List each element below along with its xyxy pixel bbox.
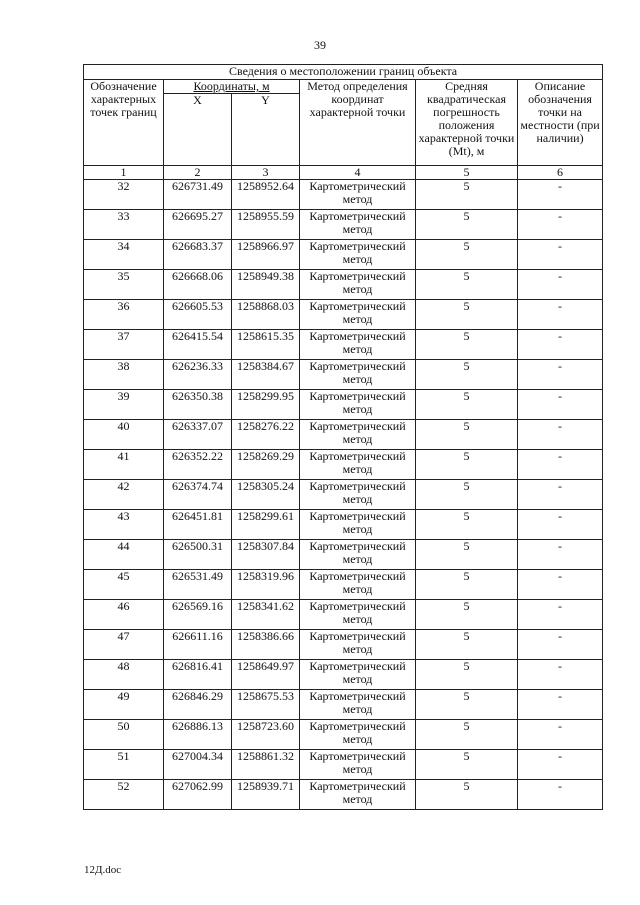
table-row: [84, 480, 603, 510]
point-cell: 50: [84, 720, 164, 750]
error-cell: 5: [416, 690, 518, 720]
error-cell: 5: [416, 570, 518, 600]
point-cell: 40: [84, 420, 164, 450]
point-cell: 38: [84, 360, 164, 390]
description-cell: -: [518, 270, 603, 300]
method-cell: Картометрический метод: [300, 450, 416, 480]
y-cell: 1258305.24: [232, 480, 300, 510]
y-cell: 1258952.64: [232, 180, 300, 210]
y-cell: 1258386.66: [232, 630, 300, 660]
table-row: [84, 750, 603, 780]
error-cell: 5: [416, 600, 518, 630]
x-cell: 626374.74: [164, 480, 232, 510]
y-cell: 1258269.29: [232, 450, 300, 480]
table-row: [84, 690, 603, 720]
boundary-points-table: [83, 64, 603, 810]
page-number: 39: [314, 38, 326, 52]
x-cell: 626451.81: [164, 510, 232, 540]
table-row: [84, 300, 603, 330]
table-row: [84, 390, 603, 420]
table-row: [84, 450, 603, 480]
point-cell: 48: [84, 660, 164, 690]
point-cell: 42: [84, 480, 164, 510]
header-coords: Координаты, м: [164, 80, 300, 94]
x-cell: 626605.53: [164, 300, 232, 330]
y-cell: 1258299.61: [232, 510, 300, 540]
error-cell: 5: [416, 330, 518, 360]
x-cell: 626611.16: [164, 630, 232, 660]
y-cell: 1258299.95: [232, 390, 300, 420]
y-cell: 1258384.67: [232, 360, 300, 390]
x-cell: 626350.38: [164, 390, 232, 420]
method-cell: Картометрический метод: [300, 210, 416, 240]
method-cell: Картометрический метод: [300, 570, 416, 600]
description-cell: -: [518, 240, 603, 270]
header-method: Метод определения координат характерной точки: [300, 80, 416, 166]
column-number: 1: [84, 166, 164, 180]
point-cell: 37: [84, 330, 164, 360]
table-row: [84, 510, 603, 540]
table-row: [84, 360, 603, 390]
method-cell: Картометрический метод: [300, 270, 416, 300]
table-row: [84, 600, 603, 630]
y-cell: 1258955.59: [232, 210, 300, 240]
x-cell: 626337.07: [164, 420, 232, 450]
point-cell: 44: [84, 540, 164, 570]
method-cell: Картометрический метод: [300, 660, 416, 690]
method-cell: Картометрический метод: [300, 690, 416, 720]
description-cell: -: [518, 330, 603, 360]
method-cell: Картометрический метод: [300, 720, 416, 750]
x-cell: 626415.54: [164, 330, 232, 360]
y-cell: 1258615.35: [232, 330, 300, 360]
method-cell: Картометрический метод: [300, 360, 416, 390]
method-cell: Картометрический метод: [300, 600, 416, 630]
method-cell: Картометрический метод: [300, 630, 416, 660]
table-row: [84, 720, 603, 750]
point-cell: 43: [84, 510, 164, 540]
table-row: [84, 780, 603, 810]
x-cell: 626886.13: [164, 720, 232, 750]
description-cell: -: [518, 420, 603, 450]
column-numbers-row: [84, 166, 603, 180]
method-cell: Картометрический метод: [300, 750, 416, 780]
error-cell: 5: [416, 240, 518, 270]
table-row: [84, 270, 603, 300]
error-cell: 5: [416, 660, 518, 690]
point-cell: 34: [84, 240, 164, 270]
description-cell: -: [518, 780, 603, 810]
header-error: Средняя квадратическая погрешность положения характерной точки (Mt), м: [416, 80, 518, 166]
table-caption: Сведения о местоположении границ объекта: [84, 65, 603, 80]
x-cell: 627062.99: [164, 780, 232, 810]
error-cell: 5: [416, 210, 518, 240]
description-cell: -: [518, 450, 603, 480]
method-cell: Картометрический метод: [300, 180, 416, 210]
y-cell: 1258966.97: [232, 240, 300, 270]
description-cell: -: [518, 180, 603, 210]
point-cell: 49: [84, 690, 164, 720]
x-cell: 626731.49: [164, 180, 232, 210]
description-cell: -: [518, 720, 603, 750]
table-row: [84, 180, 603, 210]
x-cell: 626683.37: [164, 240, 232, 270]
error-cell: 5: [416, 480, 518, 510]
table-row: [84, 330, 603, 360]
table-row: [84, 240, 603, 270]
error-cell: 5: [416, 270, 518, 300]
point-cell: 33: [84, 210, 164, 240]
description-cell: -: [518, 660, 603, 690]
method-cell: Картометрический метод: [300, 330, 416, 360]
method-cell: Картометрический метод: [300, 420, 416, 450]
description-cell: -: [518, 300, 603, 330]
y-cell: 1258949.38: [232, 270, 300, 300]
header-y: Y: [232, 94, 300, 166]
error-cell: 5: [416, 450, 518, 480]
header-x: X: [164, 94, 232, 166]
header-designation: Обозначение характерных точек границ: [84, 80, 164, 166]
file-name-footer: 12Д.doc: [84, 864, 122, 876]
error-cell: 5: [416, 300, 518, 330]
description-cell: -: [518, 210, 603, 240]
description-cell: -: [518, 360, 603, 390]
error-cell: 5: [416, 630, 518, 660]
x-cell: 626668.06: [164, 270, 232, 300]
point-cell: 51: [84, 750, 164, 780]
error-cell: 5: [416, 390, 518, 420]
error-cell: 5: [416, 780, 518, 810]
y-cell: 1258939.71: [232, 780, 300, 810]
table-row: [84, 210, 603, 240]
y-cell: 1258675.53: [232, 690, 300, 720]
table-row: [84, 420, 603, 450]
header-description: Описание обозначения точки на местности (при наличии): [518, 80, 603, 166]
method-cell: Картометрический метод: [300, 510, 416, 540]
table-row: [84, 660, 603, 690]
point-cell: 45: [84, 570, 164, 600]
error-cell: 5: [416, 180, 518, 210]
column-number: 4: [300, 166, 416, 180]
y-cell: 1258276.22: [232, 420, 300, 450]
point-cell: 47: [84, 630, 164, 660]
method-cell: Картометрический метод: [300, 300, 416, 330]
method-cell: Картометрический метод: [300, 240, 416, 270]
point-cell: 39: [84, 390, 164, 420]
y-cell: 1258319.96: [232, 570, 300, 600]
description-cell: -: [518, 690, 603, 720]
x-cell: 626236.33: [164, 360, 232, 390]
method-cell: Картометрический метод: [300, 480, 416, 510]
point-cell: 46: [84, 600, 164, 630]
description-cell: -: [518, 600, 603, 630]
y-cell: 1258649.97: [232, 660, 300, 690]
y-cell: 1258868.03: [232, 300, 300, 330]
error-cell: 5: [416, 510, 518, 540]
description-cell: -: [518, 390, 603, 420]
error-cell: 5: [416, 420, 518, 450]
error-cell: 5: [416, 720, 518, 750]
x-cell: 626695.27: [164, 210, 232, 240]
column-number: 2: [164, 166, 232, 180]
description-cell: -: [518, 750, 603, 780]
y-cell: 1258341.62: [232, 600, 300, 630]
x-cell: 627004.34: [164, 750, 232, 780]
x-cell: 626531.49: [164, 570, 232, 600]
column-number: 6: [518, 166, 603, 180]
table-row: [84, 630, 603, 660]
description-cell: -: [518, 510, 603, 540]
y-cell: 1258723.60: [232, 720, 300, 750]
point-cell: 52: [84, 780, 164, 810]
y-cell: 1258861.32: [232, 750, 300, 780]
point-cell: 36: [84, 300, 164, 330]
x-cell: 626816.41: [164, 660, 232, 690]
column-number: 3: [232, 166, 300, 180]
x-cell: 626569.16: [164, 600, 232, 630]
description-cell: -: [518, 540, 603, 570]
method-cell: Картометрический метод: [300, 390, 416, 420]
x-cell: 626352.22: [164, 450, 232, 480]
error-cell: 5: [416, 360, 518, 390]
x-cell: 626500.31: [164, 540, 232, 570]
method-cell: Картометрический метод: [300, 780, 416, 810]
method-cell: Картометрический метод: [300, 540, 416, 570]
description-cell: -: [518, 570, 603, 600]
table-row: [84, 540, 603, 570]
table-row: [84, 570, 603, 600]
point-cell: 41: [84, 450, 164, 480]
description-cell: -: [518, 630, 603, 660]
description-cell: -: [518, 480, 603, 510]
x-cell: 626846.29: [164, 690, 232, 720]
error-cell: 5: [416, 540, 518, 570]
point-cell: 32: [84, 180, 164, 210]
point-cell: 35: [84, 270, 164, 300]
y-cell: 1258307.84: [232, 540, 300, 570]
column-number: 5: [416, 166, 518, 180]
error-cell: 5: [416, 750, 518, 780]
